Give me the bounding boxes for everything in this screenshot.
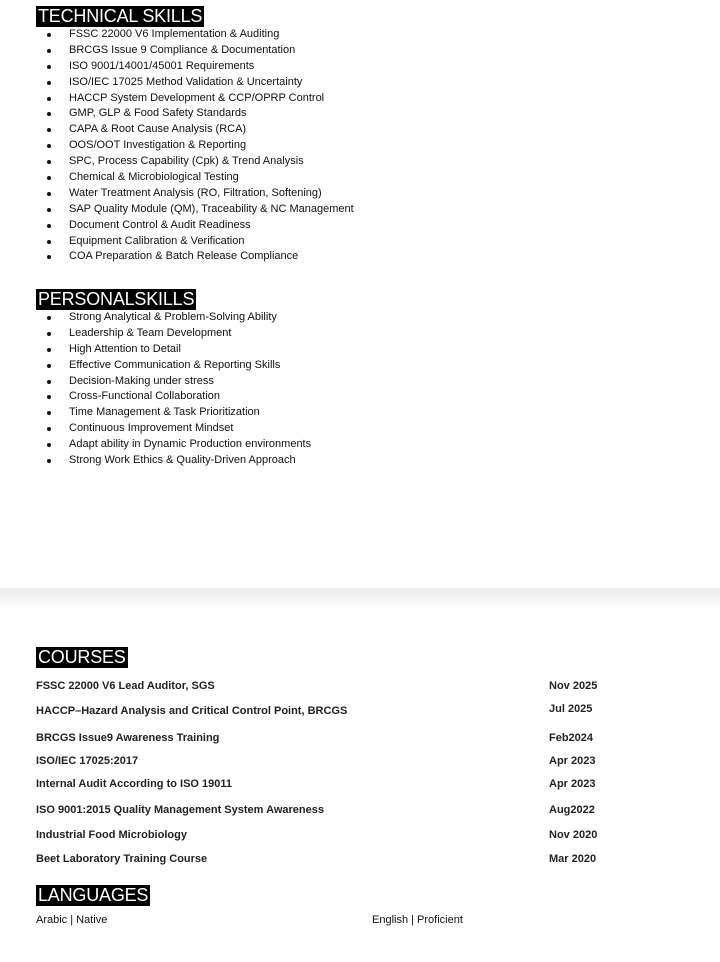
list-item: Equipment Calibration & Verification	[36, 234, 354, 250]
course-row	[36, 755, 616, 771]
list-item: Decision-Making under stress	[36, 374, 311, 390]
personal-skills-heading: PERSONALSKILLS	[38, 289, 195, 309]
list-item: FSSC 22000 V6 Implementation & Auditing	[36, 27, 354, 43]
course-name: FSSC 22000 V6 Lead Auditor, SGS	[36, 680, 215, 692]
course-row	[36, 829, 616, 845]
course-row	[36, 778, 616, 794]
list-item: Effective Communication & Reporting Skills	[36, 358, 311, 374]
course-date: Aug2022	[549, 804, 595, 816]
list-item: Continuous Improvement Mindset	[36, 421, 311, 437]
course-date: Apr 2023	[549, 778, 596, 790]
list-item: ISO 9001/14001/45001 Requirements	[36, 59, 354, 75]
course-date: Nov 2020	[549, 829, 598, 841]
course-name: Internal Audit According to ISO 19011	[36, 778, 233, 790]
course-name: BRCGS Issue9 Awareness Training	[36, 732, 220, 744]
list-item: SPC, Process Capability (Cpk) & Trend Analysis	[36, 154, 354, 170]
course-date: Nov 2025	[549, 680, 598, 692]
course-row	[36, 680, 616, 696]
course-row	[36, 705, 616, 721]
list-item: HACCP System Development & CCP/OPRP Control	[36, 91, 354, 107]
course-name: ISO/IEC 17025:2017	[36, 755, 139, 767]
list-item: Strong Work Ethics & Quality-Driven Approach	[36, 453, 311, 469]
course-row	[36, 853, 616, 869]
technical-skills-list	[36, 27, 354, 265]
languages-heading: LANGUAGES	[38, 885, 149, 905]
list-item: CAPA & Root Cause Analysis (RCA)	[36, 122, 354, 138]
list-item: Time Management & Task Prioritization	[36, 405, 311, 421]
list-item: OOS/OOT Investigation & Reporting	[36, 138, 354, 154]
list-item: SAP Quality Module (QM), Traceability & NC Management	[36, 202, 354, 218]
course-date: Jul 2025	[549, 703, 593, 715]
course-row	[36, 804, 616, 820]
course-name: HACCP–Hazard Analysis and Critical Control Point, BRCGS	[36, 705, 348, 717]
list-item: High Attention to Detail	[36, 342, 311, 358]
list-item: Document Control & Audit Readiness	[36, 218, 354, 234]
list-item: Adapt ability in Dynamic Production environments	[36, 437, 311, 453]
course-date: Apr 2023	[549, 755, 596, 767]
list-item: GMP, GLP & Food Safety Standards	[36, 106, 354, 122]
page-break	[0, 588, 720, 610]
technical-skills-heading: TECHNICAL SKILLS	[38, 6, 203, 26]
list-item: Chemical & Microbiological Testing	[36, 170, 354, 186]
language-english: English | Proficient	[372, 914, 463, 926]
list-item: Leadership & Team Development	[36, 326, 311, 342]
course-date: Feb2024	[549, 732, 594, 744]
list-item: Water Treatment Analysis (RO, Filtration, Softening)	[36, 186, 354, 202]
list-item: BRCGS Issue 9 Compliance & Documentation	[36, 43, 354, 59]
course-name: Industrial Food Microbiology	[36, 829, 187, 841]
course-name: ISO 9001:2015 Quality Management System Awareness	[36, 804, 324, 816]
course-date: Mar 2020	[549, 853, 597, 865]
course-name: Beet Laboratory Training Course	[36, 853, 208, 865]
list-item: COA Preparation & Batch Release Compliance	[36, 249, 354, 265]
course-row	[36, 732, 616, 748]
list-item: Strong Analytical & Problem-Solving Ability	[36, 310, 311, 326]
personal-skills-list	[36, 310, 311, 469]
courses-heading: COURSES	[38, 647, 126, 667]
list-item: Cross-Functional Collaboration	[36, 389, 311, 405]
language-arabic: Arabic | Native	[36, 914, 108, 926]
list-item: ISO/IEC 17025 Method Validation & Uncertainty	[36, 75, 354, 91]
